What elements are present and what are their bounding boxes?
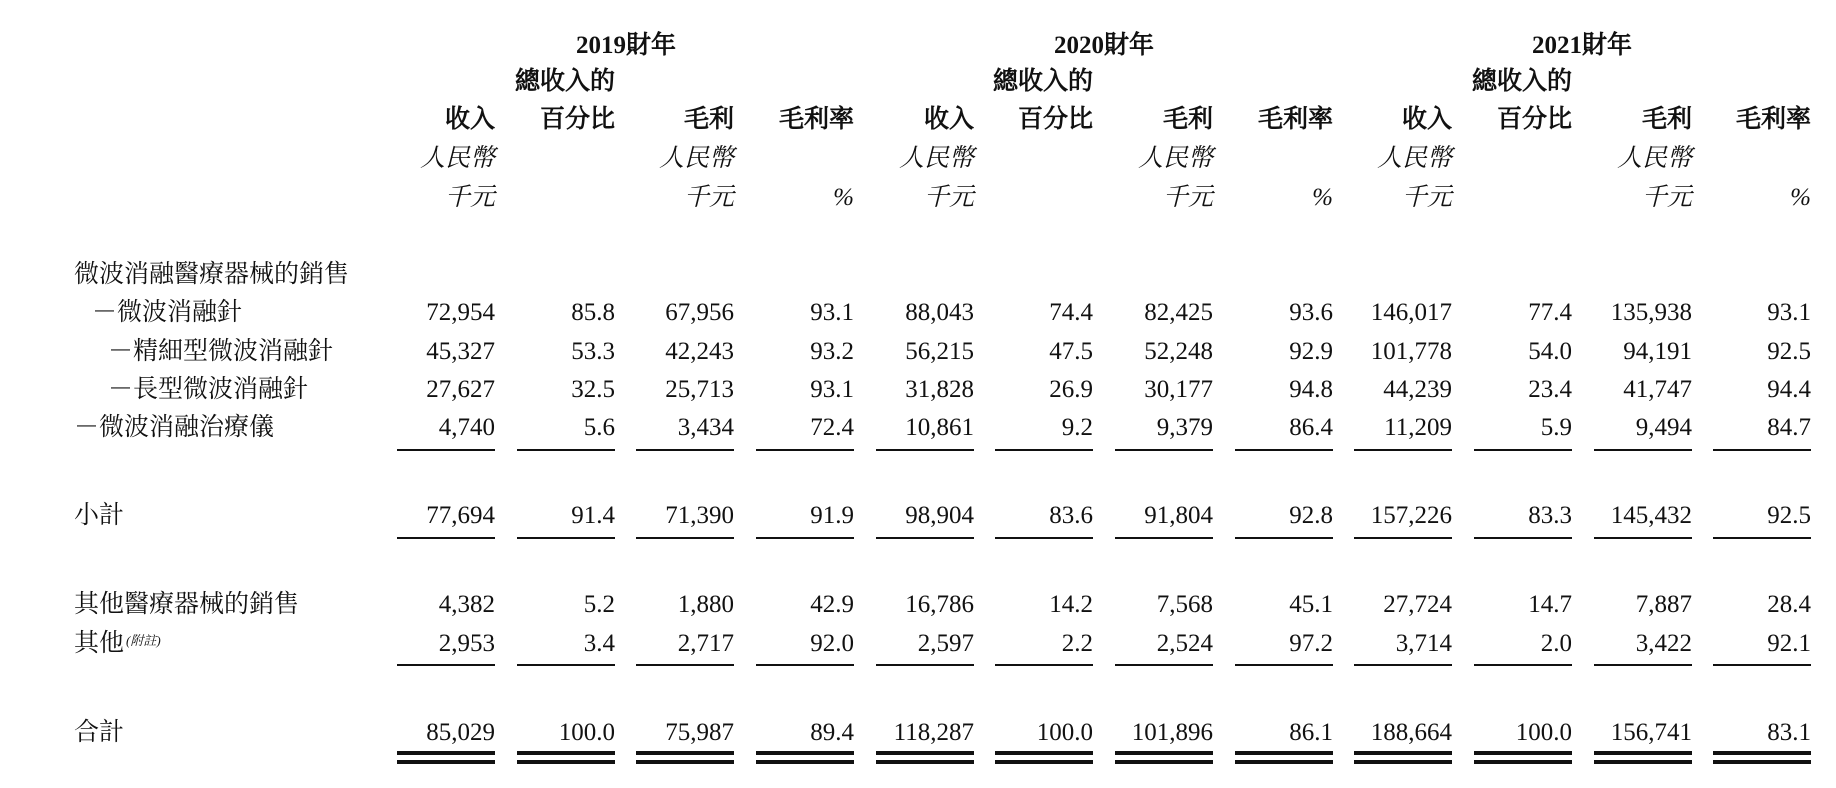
cell-revenue-2020: 2,597: [917, 630, 974, 657]
cell-revenue-2021: 27,724: [1383, 591, 1452, 618]
row-label-fine-needle: －精細型微波消融針: [108, 338, 334, 365]
subtotal-underline: [1115, 537, 1213, 539]
total-double-underline-bottom: [1474, 760, 1572, 764]
header-gross-profit-2019: 毛利: [683, 106, 734, 133]
cell-pct-2021: 100.0: [1515, 719, 1572, 746]
cell-gross-profit-2021: 41,747: [1623, 376, 1692, 403]
header-pct-top-2019: 總收入的: [514, 68, 615, 95]
cell-gross-profit-2021: 7,887: [1635, 591, 1692, 618]
cell-margin-2021: 92.5: [1767, 502, 1811, 529]
subtotal-underline: [876, 537, 974, 539]
unit-currency-revenue-2019: 人民幣: [419, 145, 495, 172]
cell-pct-2019: 5.2: [583, 591, 615, 618]
header-margin-2019: 毛利率: [778, 106, 854, 133]
total-double-underline-bottom: [995, 760, 1093, 764]
cell-revenue-2019: 4,740: [438, 414, 495, 441]
row-label-others: 其他 $^{(附註)}$: [74, 630, 161, 657]
cell-margin-2019: 89.4: [810, 719, 854, 746]
cell-margin-2020: 97.2: [1289, 630, 1333, 657]
unit-currency-gross-profit-2020: 人民幣: [1137, 145, 1213, 172]
cell-margin-2020: 45.1: [1289, 591, 1333, 618]
total-divider: [995, 664, 1093, 666]
cell-revenue-2021: 157,226: [1370, 502, 1452, 529]
total-double-underline-bottom: [636, 760, 734, 764]
total-divider: [636, 664, 734, 666]
cell-gross-profit-2020: 82,425: [1144, 299, 1213, 326]
total-double-underline-bottom: [517, 760, 615, 764]
row-label-subtotal: 小計: [74, 502, 125, 529]
unit-thousand-revenue-2019: 千元: [444, 184, 495, 211]
cell-gross-profit-2020: 101,896: [1131, 719, 1213, 746]
cell-pct-2021: 5.9: [1540, 414, 1572, 441]
total-double-underline-bottom: [1235, 760, 1333, 764]
unit-currency-gross-profit-2019: 人民幣: [658, 145, 734, 172]
cell-gross-profit-2021: 135,938: [1610, 299, 1692, 326]
cell-pct-2021: 77.4: [1528, 299, 1572, 326]
cell-revenue-2020: 118,287: [893, 719, 974, 746]
unit-percent-margin-2021: %: [1790, 184, 1811, 211]
cell-gross-profit-2021: 156,741: [1610, 719, 1692, 746]
total-divider: [1474, 664, 1572, 666]
cell-pct-2020: 26.9: [1049, 376, 1093, 403]
subtotal-divider: [1474, 449, 1572, 451]
total-divider: [756, 664, 854, 666]
cell-gross-profit-2020: 30,177: [1144, 376, 1213, 403]
header-pct-top-2020: 總收入的: [992, 68, 1093, 95]
cell-pct-2021: 54.0: [1528, 338, 1572, 365]
header-gross-profit-2020: 毛利: [1162, 106, 1213, 133]
cell-margin-2021: 83.1: [1767, 719, 1811, 746]
cell-margin-2019: 93.1: [810, 376, 854, 403]
cell-gross-profit-2020: 91,804: [1144, 502, 1213, 529]
cell-margin-2019: 42.9: [810, 591, 854, 618]
year-header-2019: 2019財年: [575, 32, 676, 59]
cell-margin-2019: 93.1: [810, 299, 854, 326]
cell-gross-profit-2021: 9,494: [1635, 414, 1692, 441]
total-divider: [1235, 664, 1333, 666]
cell-pct-2021: 83.3: [1528, 502, 1572, 529]
year-header-2020: 2020財年: [1053, 32, 1154, 59]
total-double-underline-top: [756, 751, 854, 755]
header-margin-2021: 毛利率: [1735, 106, 1811, 133]
cell-gross-profit-2021: 94,191: [1623, 338, 1692, 365]
total-double-underline-top: [1115, 751, 1213, 755]
subtotal-underline: [1713, 537, 1811, 539]
cell-pct-2019: 100.0: [558, 719, 615, 746]
unit-thousand-revenue-2020: 千元: [923, 184, 974, 211]
cell-margin-2021: 92.5: [1767, 338, 1811, 365]
cell-pct-2020: 83.6: [1049, 502, 1093, 529]
header-pct-bottom-2020: 百分比: [1017, 106, 1093, 133]
cell-revenue-2021: 11,209: [1384, 414, 1452, 441]
cell-revenue-2021: 188,664: [1370, 719, 1452, 746]
total-double-underline-bottom: [756, 760, 854, 764]
row-label-therapy-device: －微波消融治療儀: [74, 414, 275, 441]
subtotal-divider: [1594, 449, 1692, 451]
cell-gross-profit-2019: 1,880: [677, 591, 734, 618]
cell-revenue-2021: 101,778: [1370, 338, 1452, 365]
cell-margin-2021: 93.1: [1767, 299, 1811, 326]
cell-pct-2020: 9.2: [1061, 414, 1093, 441]
cell-pct-2019: 3.4: [583, 630, 615, 657]
cell-pct-2020: 14.2: [1049, 591, 1093, 618]
subtotal-underline: [1235, 537, 1333, 539]
row-label-other-devices: 其他醫療器械的銷售: [74, 591, 300, 618]
subtotal-underline: [1474, 537, 1572, 539]
cell-gross-profit-2019: 3,434: [677, 414, 734, 441]
header-pct-top-2021: 總收入的: [1471, 68, 1572, 95]
cell-revenue-2019: 77,694: [426, 502, 495, 529]
subtotal-underline: [1594, 537, 1692, 539]
unit-percent-margin-2019: %: [833, 184, 854, 211]
unit-thousand-gross-profit-2019: 千元: [683, 184, 734, 211]
total-double-underline-top: [517, 751, 615, 755]
subtotal-underline: [756, 537, 854, 539]
cell-revenue-2020: 16,786: [905, 591, 974, 618]
cell-gross-profit-2020: 7,568: [1156, 591, 1213, 618]
cell-margin-2020: 86.1: [1289, 719, 1333, 746]
cell-margin-2019: 91.9: [810, 502, 854, 529]
total-double-underline-bottom: [1354, 760, 1452, 764]
cell-revenue-2020: 98,904: [905, 502, 974, 529]
year-header-2021: 2021財年: [1531, 32, 1632, 59]
subtotal-divider: [397, 449, 495, 451]
cell-pct-2019: 32.5: [571, 376, 615, 403]
header-gross-profit-2021: 毛利: [1641, 106, 1692, 133]
total-double-underline-top: [1474, 751, 1572, 755]
cell-revenue-2019: 72,954: [426, 299, 495, 326]
unit-currency-revenue-2021: 人民幣: [1376, 145, 1452, 172]
cell-margin-2019: 93.2: [810, 338, 854, 365]
row-label-total: 合計: [74, 719, 125, 746]
header-margin-2020: 毛利率: [1257, 106, 1333, 133]
header-revenue-2021: 收入: [1401, 106, 1452, 133]
cell-gross-profit-2019: 25,713: [665, 376, 734, 403]
header-pct-bottom-2021: 百分比: [1496, 106, 1572, 133]
cell-margin-2019: 72.4: [810, 414, 854, 441]
subtotal-underline: [995, 537, 1093, 539]
cell-margin-2020: 94.8: [1289, 376, 1333, 403]
cell-revenue-2020: 88,043: [905, 299, 974, 326]
total-divider: [1713, 664, 1811, 666]
cell-margin-2021: 92.1: [1767, 630, 1811, 657]
cell-margin-2020: 92.8: [1289, 502, 1333, 529]
cell-pct-2019: 53.3: [571, 338, 615, 365]
subtotal-divider: [1713, 449, 1811, 451]
cell-margin-2021: 28.4: [1767, 591, 1811, 618]
cell-gross-profit-2019: 67,956: [665, 299, 734, 326]
total-divider: [1594, 664, 1692, 666]
total-divider: [1354, 664, 1452, 666]
subtotal-underline: [1354, 537, 1452, 539]
cell-margin-2020: 93.6: [1289, 299, 1333, 326]
total-double-underline-bottom: [1713, 760, 1811, 764]
footnote-mark: (附註): [126, 633, 161, 648]
cell-revenue-2021: 146,017: [1370, 299, 1452, 326]
row-label-ablation-needle: －微波消融針: [92, 299, 243, 326]
total-divider: [517, 664, 615, 666]
cell-pct-2020: 47.5: [1049, 338, 1093, 365]
subtotal-divider: [1235, 449, 1333, 451]
unit-percent-margin-2020: %: [1312, 184, 1333, 211]
total-double-underline-top: [636, 751, 734, 755]
cell-gross-profit-2020: 2,524: [1156, 630, 1213, 657]
unit-thousand-gross-profit-2021: 千元: [1641, 184, 1692, 211]
cell-pct-2020: 74.4: [1049, 299, 1093, 326]
total-double-underline-top: [1713, 751, 1811, 755]
cell-revenue-2019: 2,953: [438, 630, 495, 657]
subtotal-divider: [1354, 449, 1452, 451]
total-double-underline-top: [1594, 751, 1692, 755]
cell-margin-2020: 86.4: [1289, 414, 1333, 441]
header-revenue-2020: 收入: [923, 106, 974, 133]
row-label-long-needle: －長型微波消融針: [108, 376, 309, 403]
cell-gross-profit-2019: 2,717: [677, 630, 734, 657]
total-divider: [876, 664, 974, 666]
unit-currency-revenue-2020: 人民幣: [898, 145, 974, 172]
cell-gross-profit-2020: 9,379: [1156, 414, 1213, 441]
total-double-underline-top: [397, 751, 495, 755]
subtotal-divider: [876, 449, 974, 451]
subtotal-divider: [1115, 449, 1213, 451]
cell-revenue-2019: 85,029: [426, 719, 495, 746]
cell-margin-2019: 92.0: [810, 630, 854, 657]
unit-currency-gross-profit-2021: 人民幣: [1616, 145, 1692, 172]
subtotal-underline: [636, 537, 734, 539]
cell-revenue-2021: 3,714: [1395, 630, 1452, 657]
cell-gross-profit-2019: 75,987: [665, 719, 734, 746]
total-double-underline-bottom: [397, 760, 495, 764]
cell-pct-2021: 14.7: [1528, 591, 1572, 618]
cell-revenue-2020: 56,215: [905, 338, 974, 365]
total-double-underline-bottom: [876, 760, 974, 764]
cell-gross-profit-2020: 52,248: [1144, 338, 1213, 365]
cell-pct-2019: 85.8: [571, 299, 615, 326]
unit-thousand-revenue-2021: 千元: [1401, 184, 1452, 211]
total-double-underline-top: [876, 751, 974, 755]
cell-margin-2021: 84.7: [1767, 414, 1811, 441]
cell-gross-profit-2021: 145,432: [1610, 502, 1692, 529]
subtotal-underline: [397, 537, 495, 539]
total-divider: [1115, 664, 1213, 666]
unit-thousand-gross-profit-2020: 千元: [1162, 184, 1213, 211]
subtotal-divider: [756, 449, 854, 451]
cell-pct-2019: 91.4: [571, 502, 615, 529]
cell-pct-2021: 2.0: [1540, 630, 1572, 657]
cell-pct-2021: 23.4: [1528, 376, 1572, 403]
header-revenue-2019: 收入: [444, 106, 495, 133]
subtotal-divider: [995, 449, 1093, 451]
total-double-underline-top: [1354, 751, 1452, 755]
cell-revenue-2019: 27,627: [426, 376, 495, 403]
cell-gross-profit-2019: 71,390: [665, 502, 734, 529]
total-double-underline-bottom: [1115, 760, 1213, 764]
cell-revenue-2020: 10,861: [905, 414, 974, 441]
cell-revenue-2019: 45,327: [426, 338, 495, 365]
total-double-underline-top: [1235, 751, 1333, 755]
cell-margin-2020: 92.9: [1289, 338, 1333, 365]
cell-pct-2020: 100.0: [1036, 719, 1093, 746]
subtotal-underline: [517, 537, 615, 539]
total-divider: [397, 664, 495, 666]
cell-revenue-2019: 4,382: [438, 591, 495, 618]
cell-revenue-2021: 44,239: [1383, 376, 1452, 403]
cell-pct-2020: 2.2: [1061, 630, 1093, 657]
subtotal-divider: [636, 449, 734, 451]
total-double-underline-top: [995, 751, 1093, 755]
subtotal-divider: [517, 449, 615, 451]
total-double-underline-bottom: [1594, 760, 1692, 764]
cell-revenue-2020: 31,828: [905, 376, 974, 403]
cell-margin-2021: 94.4: [1767, 376, 1811, 403]
header-pct-bottom-2019: 百分比: [539, 106, 615, 133]
cell-gross-profit-2021: 3,422: [1635, 630, 1692, 657]
cell-gross-profit-2019: 42,243: [665, 338, 734, 365]
cell-pct-2019: 5.6: [583, 414, 615, 441]
group-label-microwave-devices: 微波消融醫療器械的銷售: [74, 261, 350, 288]
